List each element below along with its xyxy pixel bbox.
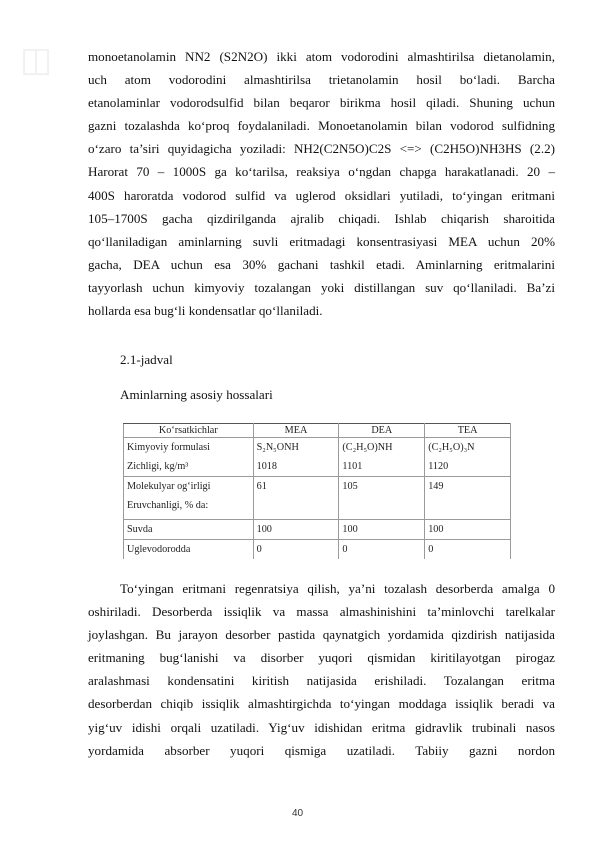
table-cell: Molekulyar og‘irligi Eruvchanligi, % da: [124,477,254,520]
table-cell: 100 [425,520,511,540]
table-cell: 105 [339,477,425,520]
table-cell: 149 [425,477,511,520]
table-cell: 100 [253,520,339,540]
text-line: aralashmasi kondensatini kiritish natijasida erishiladi. Tozalangan eritma [88,673,555,689]
table-cell: 0 [253,540,339,560]
page-number: 40 [291,808,304,819]
table-cell: 100 [339,520,425,540]
text-line: hollarda esa bug‘li kondensatlar qo‘llaniladi. [88,303,323,319]
table-cell: (C₂H₅O)NH 1101 [339,438,425,477]
table-cell: 61 [253,477,339,520]
table-header-cell: TEA [425,424,511,438]
text-line: To‘yingan eritmani regenratsiya qilish, ya’ni tozalash desorberda amalga 0 [120,581,555,596]
table-header-cell: MEA [253,424,339,438]
table-cell: (C₂H₅O)₃N 1120 [425,438,511,477]
table-row [124,477,511,520]
text-line: gacha, DEA uchun esa 30% gachani tashkil etadi. Aminlarning eritmalarini [88,256,555,272]
text-line: Harorat 70 – 1000S ga ko‘tarilsa, reaksiya o‘ngdan chapga harakatlanadi. 20 – [88,164,555,180]
text-line: eritmaning bug‘lanishi va disorber yuqori qismidan kiritilayotgan pirogaz [88,650,555,666]
table-row [124,520,511,540]
watermark: ◫ [20,40,53,80]
text-line: gazni tozalashda ko‘proq foydalaniladi. Monoetanolamin bilan vodorod sulfidning [88,118,555,134]
text-line: desorberdan chiqib issiqlik almashtirgichda to‘yingan moddaga issiqlik beradi va [88,696,555,712]
text-line: yig‘uv idishi orqali uzatiladi. Yig‘uv idishidan eritma gidravlik trubinali nasos [88,719,555,735]
text-line: yordamida absorber yuqori qismiga uzatiladi. Tabiiy gazni nordon [88,742,555,758]
paragraph-1 [88,45,555,322]
text-line: 105–1700S gacha qizdirilganda ajralib chiqadi. Ishlab chiqarish sharoitida [88,210,555,226]
text-line: qo‘llaniladigan aminlarning suvli eritmadagi konsentrasiyasi MEA uchun 20% [88,233,555,249]
table-cell: 0 [425,540,511,560]
table-row [124,438,511,477]
table-number: 2.1-jadval [120,352,173,367]
table-header-cell: DEA [339,424,425,438]
text-line: uch atom vodorodini almashtirilsa trietanolamin hosil bo‘ladi. Barcha [88,72,555,88]
text-line: joylashgan. Bu jarayon desorber pastida qaynatgich yordamida qizdirish natijasida [88,627,555,643]
text-line: o‘zaro ta’siri quyidagicha yoziladi: NH2(C2N5O)C2S <=> (C2H5O)NH3HS (2.2) [88,141,555,157]
text-line: 400S haroratda vodorod sulfid va uglerod oksidlari yutiladi, to‘yingan eritmani [88,187,555,203]
amine-properties-table [123,423,511,559]
table-cell: Uglevodorodda [124,540,254,560]
table-row [124,540,511,560]
text-line: monoetanolamin NN2 (S2N2O) ikki atom vodorodini almashtirilsa dietanolamin, [88,49,555,64]
table-header-cell: Ko‘rsatkichlar [124,424,254,438]
table-cell: 0 [339,540,425,560]
table-cell: Suvda [124,520,254,540]
table-title: Aminlarning asosiy hossalari [120,387,273,402]
text-line: oshiriladi. Desorberda issiqlik va massa almashinishini ta’minlovchi tarelkalar [88,604,555,620]
text-line: etanolaminlar vodorodsulfid bilan beqaror birikma hosil qiladi. Shuning uchun [88,95,555,111]
paragraph-2 [88,577,555,762]
table-cell: Kimyoviy formulasi Zichligi, kg/m³ [124,438,254,477]
table-cell: S₂N₅ONH 1018 [253,438,339,477]
text-line: tayyorlash uchun kimyoviy tozalangan yoki distillangan suv qo‘llaniladi. Ba’zi [88,279,555,295]
table-header-row [124,424,511,438]
